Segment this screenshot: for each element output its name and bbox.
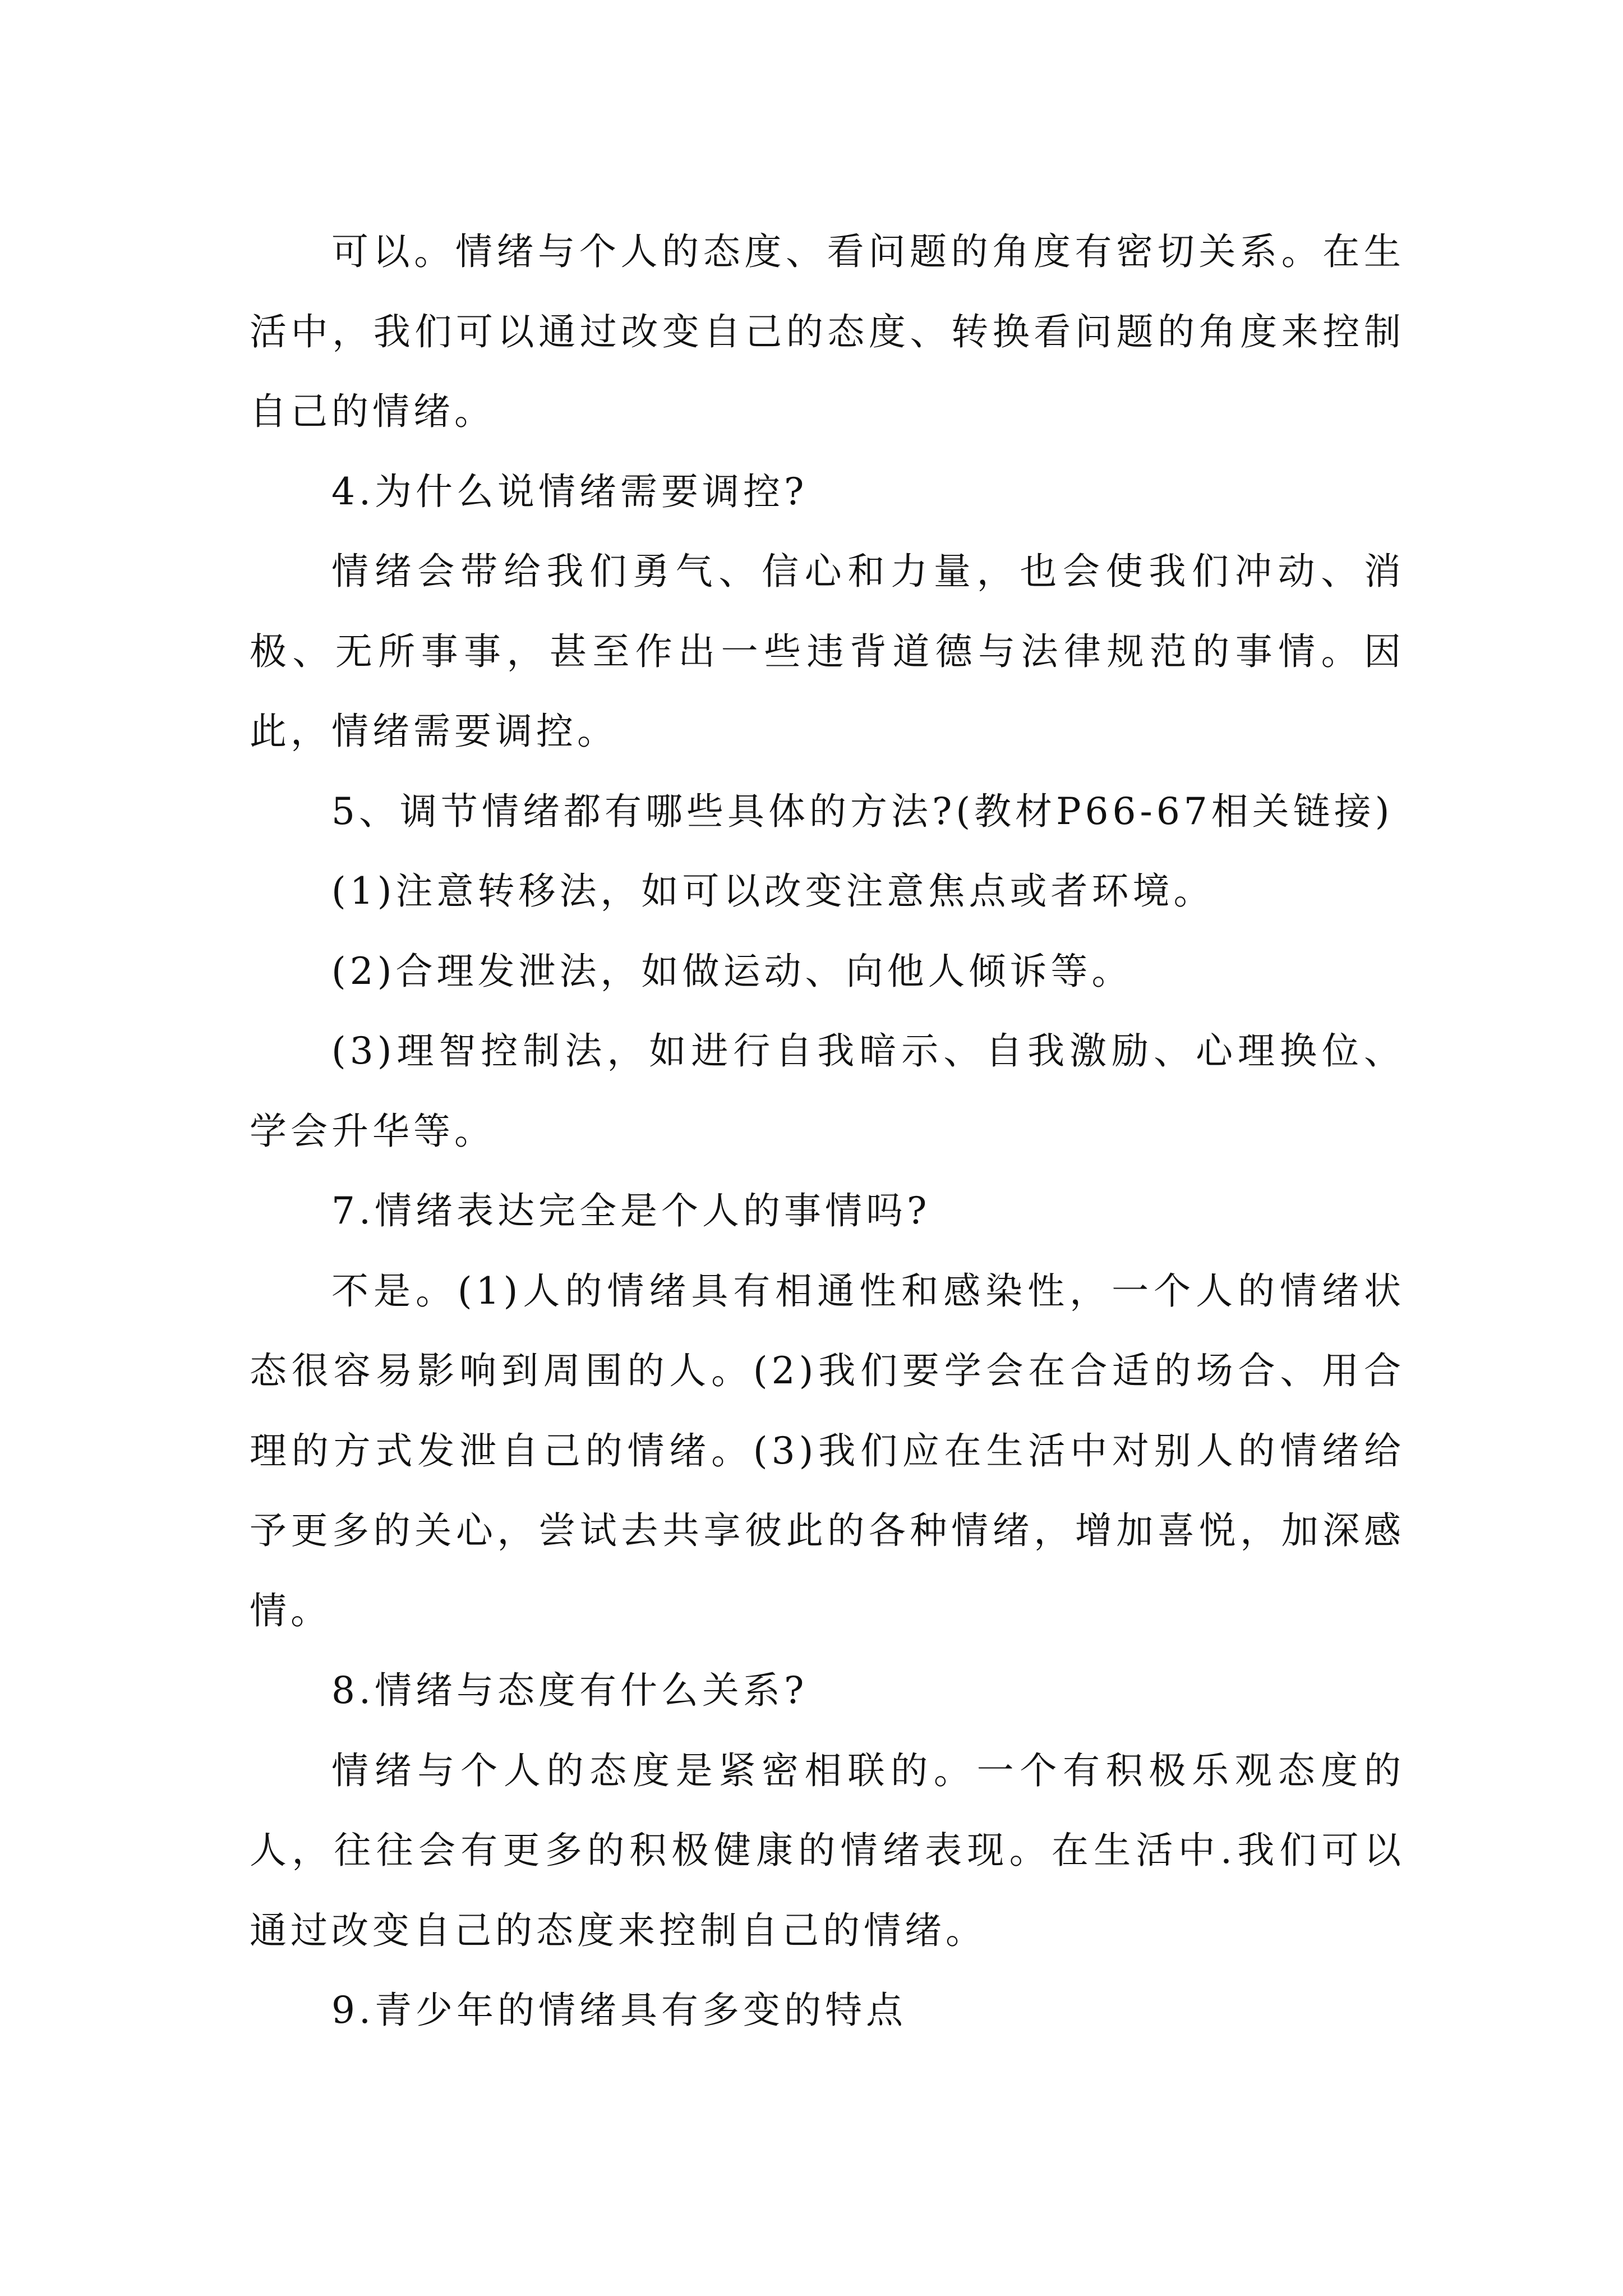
question-9-heading: 9.青少年的情绪具有多变的特点 — [331, 1989, 907, 2032]
method-item-1: (1)注意转移法，如可以改变注意焦点或者环境。 — [331, 869, 1215, 913]
question-8-heading: 8.情绪与态度有什么关系? — [331, 1669, 808, 1712]
method-item-2: (2)合理发泄法，如做运动、向他人倾诉等。 — [331, 949, 1133, 993]
answer-paragraph-8: 情绪与个人的态度是紧密相联的。一个有积极乐观态度的人，往往会有更多的积极健康的情绪表现。在生活中.我们可以通过改变自己的态度来控制自己的情绪。 — [250, 1749, 1405, 1952]
question-7-heading: 7.情绪表达完全是个人的事情吗? — [331, 1189, 931, 1232]
method-item-3: (3)理智控制法，如进行自我暗示、自我激励、心理换位、学会升华等。 — [250, 1029, 1405, 1153]
answer-paragraph-4: 情绪会带给我们勇气、信心和力量，也会使我们冲动、消极、无所事事，甚至作出一些违背道德与法律规范的事情。因此，情绪需要调控。 — [250, 550, 1405, 753]
question-5-heading: 5、调节情绪都有哪些具体的方法?(教材P66-67相关链接) — [331, 789, 1394, 833]
document-body — [250, 212, 1405, 2051]
answer-paragraph-attitude: 可以。情绪与个人的态度、看问题的角度有密切关系。在生活中，我们可以通过改变自己的态度、转换看问题的角度来控制自己的情绪。 — [250, 230, 1405, 433]
question-4-heading: 4.为什么说情绪需要调控? — [331, 470, 808, 513]
answer-paragraph-7: 不是。(1)人的情绪具有相通性和感染性，一个人的情绪状态很容易影响到周围的人。(2)我们要学会在合适的场合、用合理的方式发泄自己的情绪。(3)我们应在生活中对别人的情绪给予更多的关心，尝试去共享彼此的各种情绪，增加喜悦，加深感情。 — [250, 1269, 1405, 1632]
